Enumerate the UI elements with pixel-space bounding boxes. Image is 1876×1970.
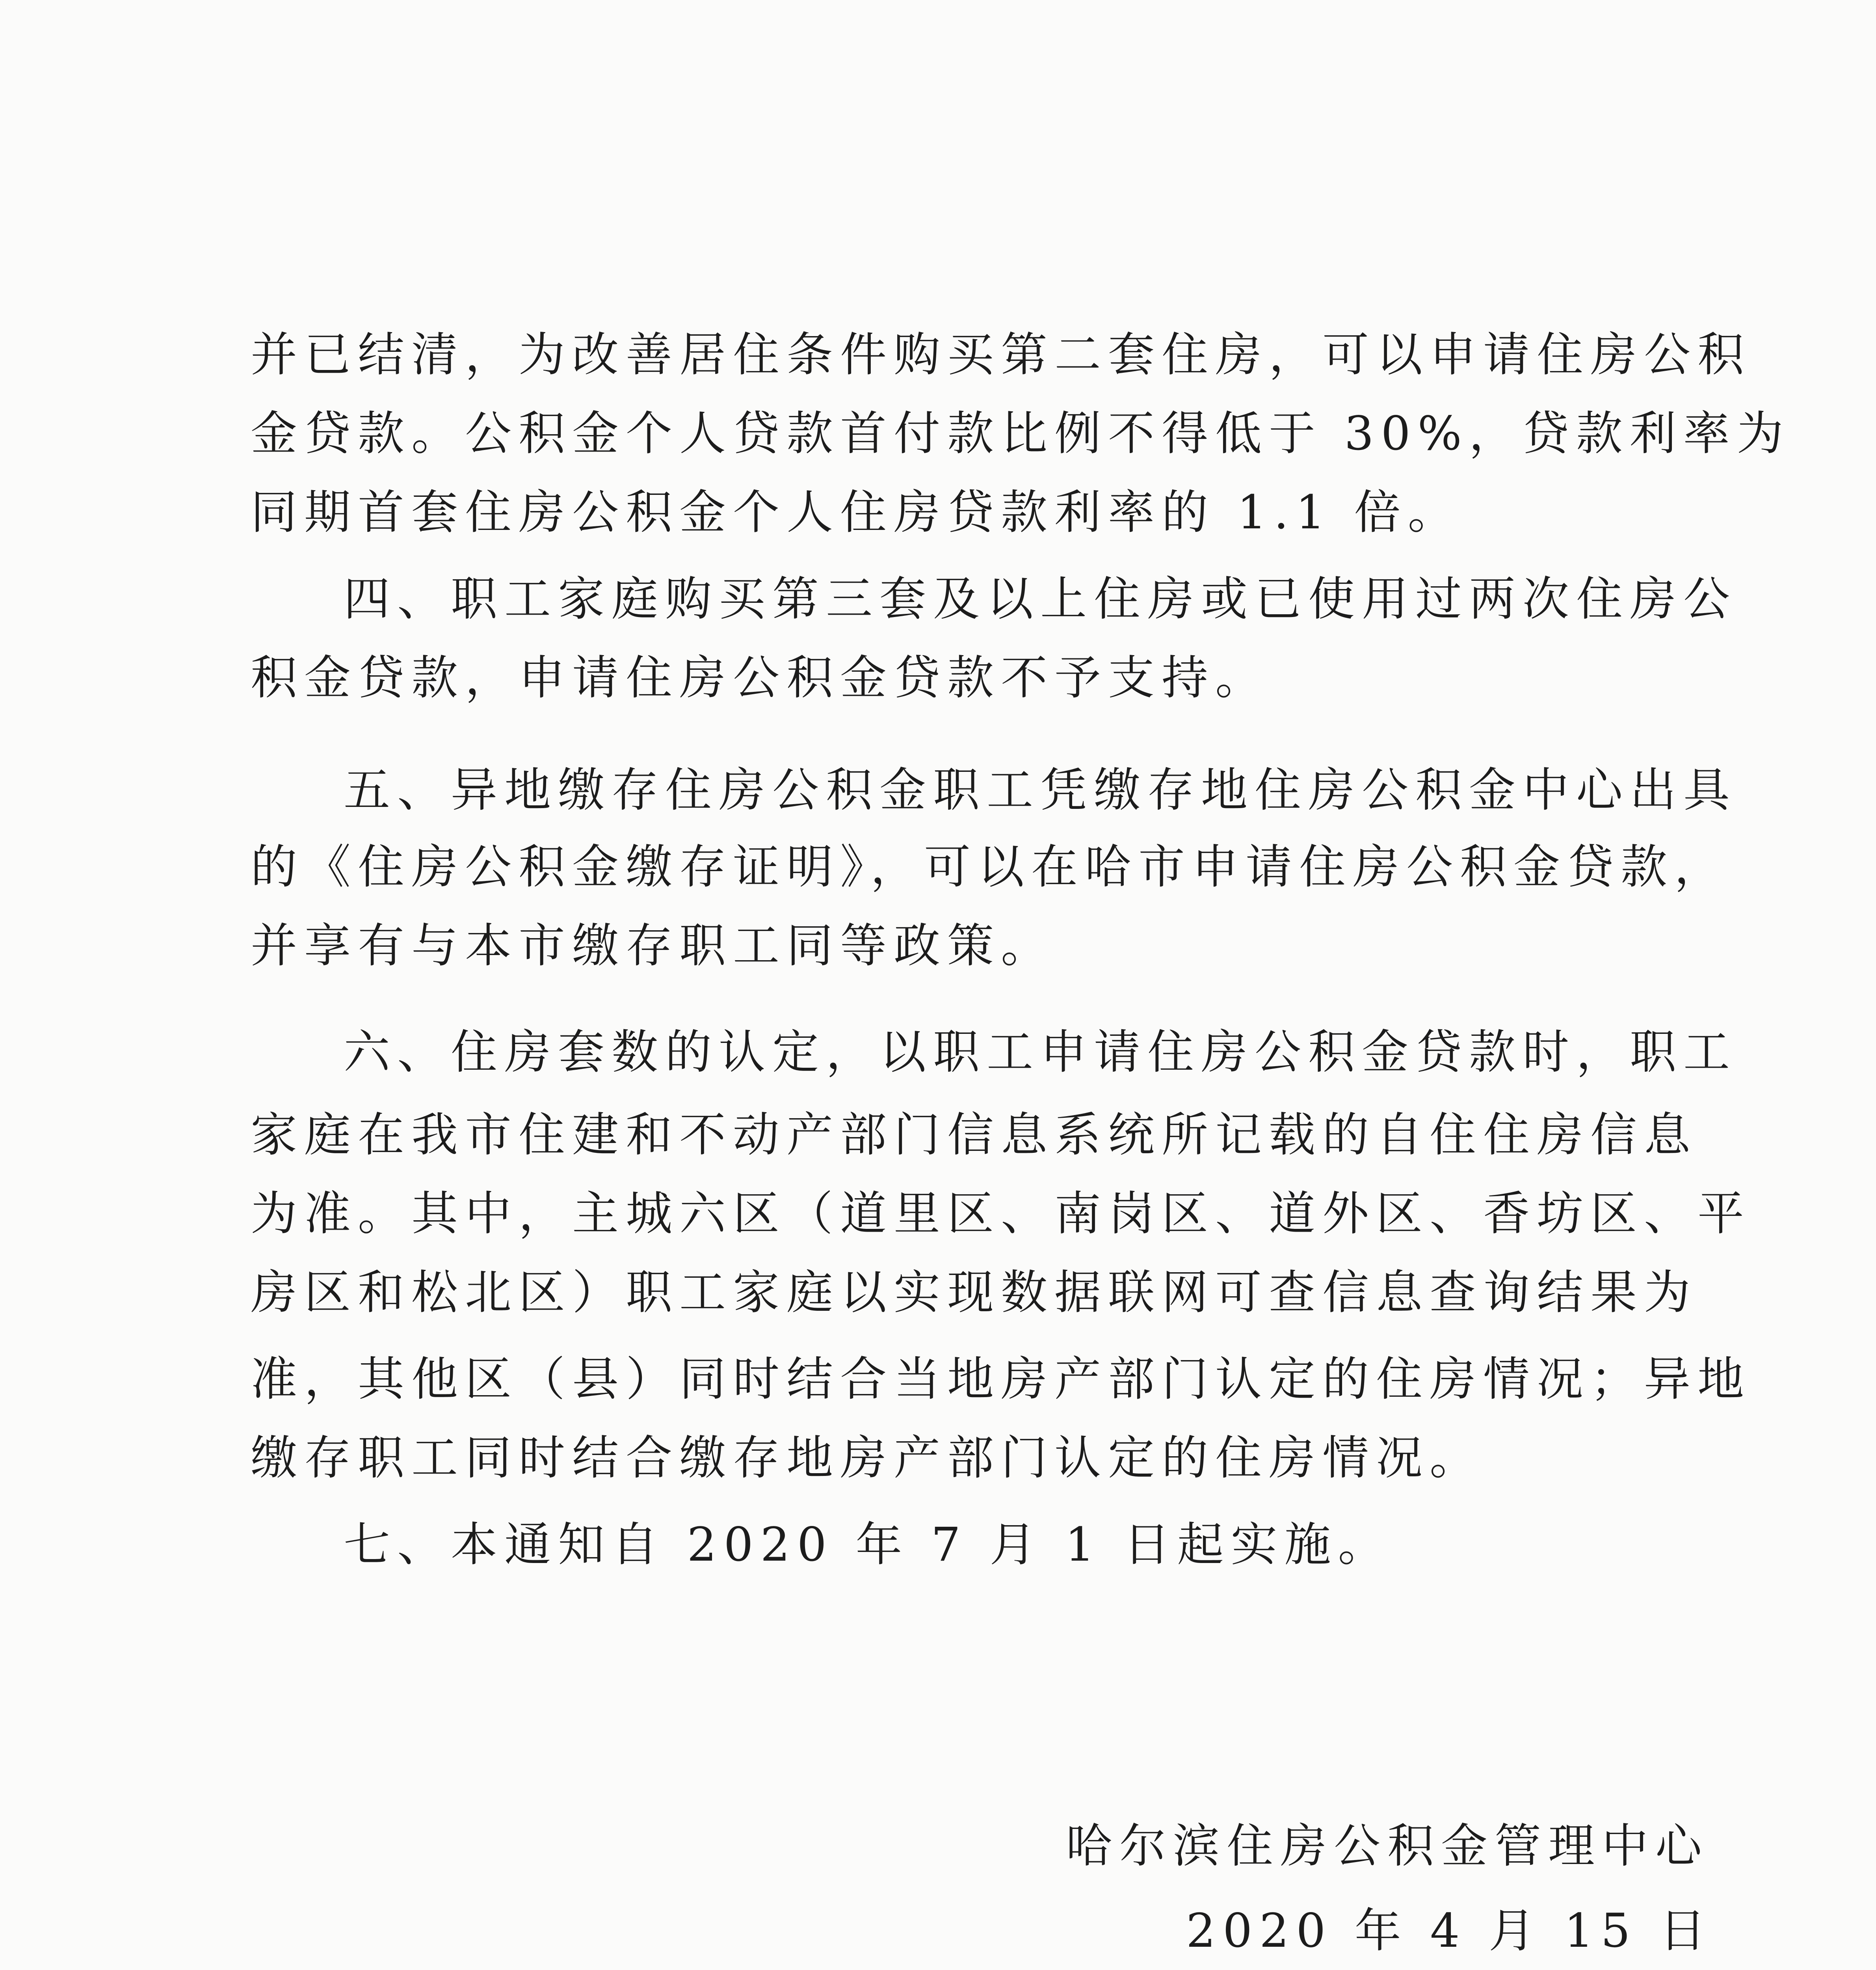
paragraph-line: 五、异地缴存住房公积金职工凭缴存地住房公积金中心出具 [344,763,1737,817]
paragraph-line: 准，其他区（县）同时结合当地房产部门认定的住房情况；异地 [251,1352,1751,1406]
paragraph-line: 缴存职工同时结合缴存地房产部门认定的住房情况。 [251,1431,1484,1485]
signing-organization: 哈尔滨住房公积金管理中心 [1066,1819,1709,1873]
paragraph-line: 的《住房公积金缴存证明》，可以在哈市申请住房公积金贷款， [251,840,1728,894]
paragraph-line: 金贷款。公积金个人贷款首付款比例不得低于 30%，贷款利率为 [251,406,1790,461]
paragraph-line: 六、住房套数的认定，以职工申请住房公积金贷款时，职工 [344,1025,1737,1079]
paragraph-line: 积金贷款，申请住房公积金贷款不予支持。 [251,650,1269,705]
paragraph-line: 家庭在我市住建和不动产部门信息系统所记载的自住住房信息 [251,1108,1698,1162]
paragraph-line: 并已结清，为改善居住条件购买第二套住房，可以申请住房公积 [251,327,1751,382]
signing-date: 2020 年 4 月 15 日 [1186,1903,1713,1958]
paragraph-line: 同期首套住房公积金个人住房贷款利率的 1.1 倍。 [251,485,1461,539]
paragraph-line: 房区和松北区）职工家庭以实现数据联网可查信息查询结果为 [251,1265,1698,1320]
paragraph-line: 为准。其中，主城六区（道里区、南岗区、道外区、香坊区、平 [251,1186,1751,1241]
paragraph-line: 七、本通知自 2020 年 7 月 1 日起实施。 [344,1517,1392,1572]
paragraph-line: 四、职工家庭购买第三套及以上住房或已使用过两次住房公 [344,572,1737,626]
paragraph-line: 并享有与本市缴存职工同等政策。 [251,918,1055,973]
